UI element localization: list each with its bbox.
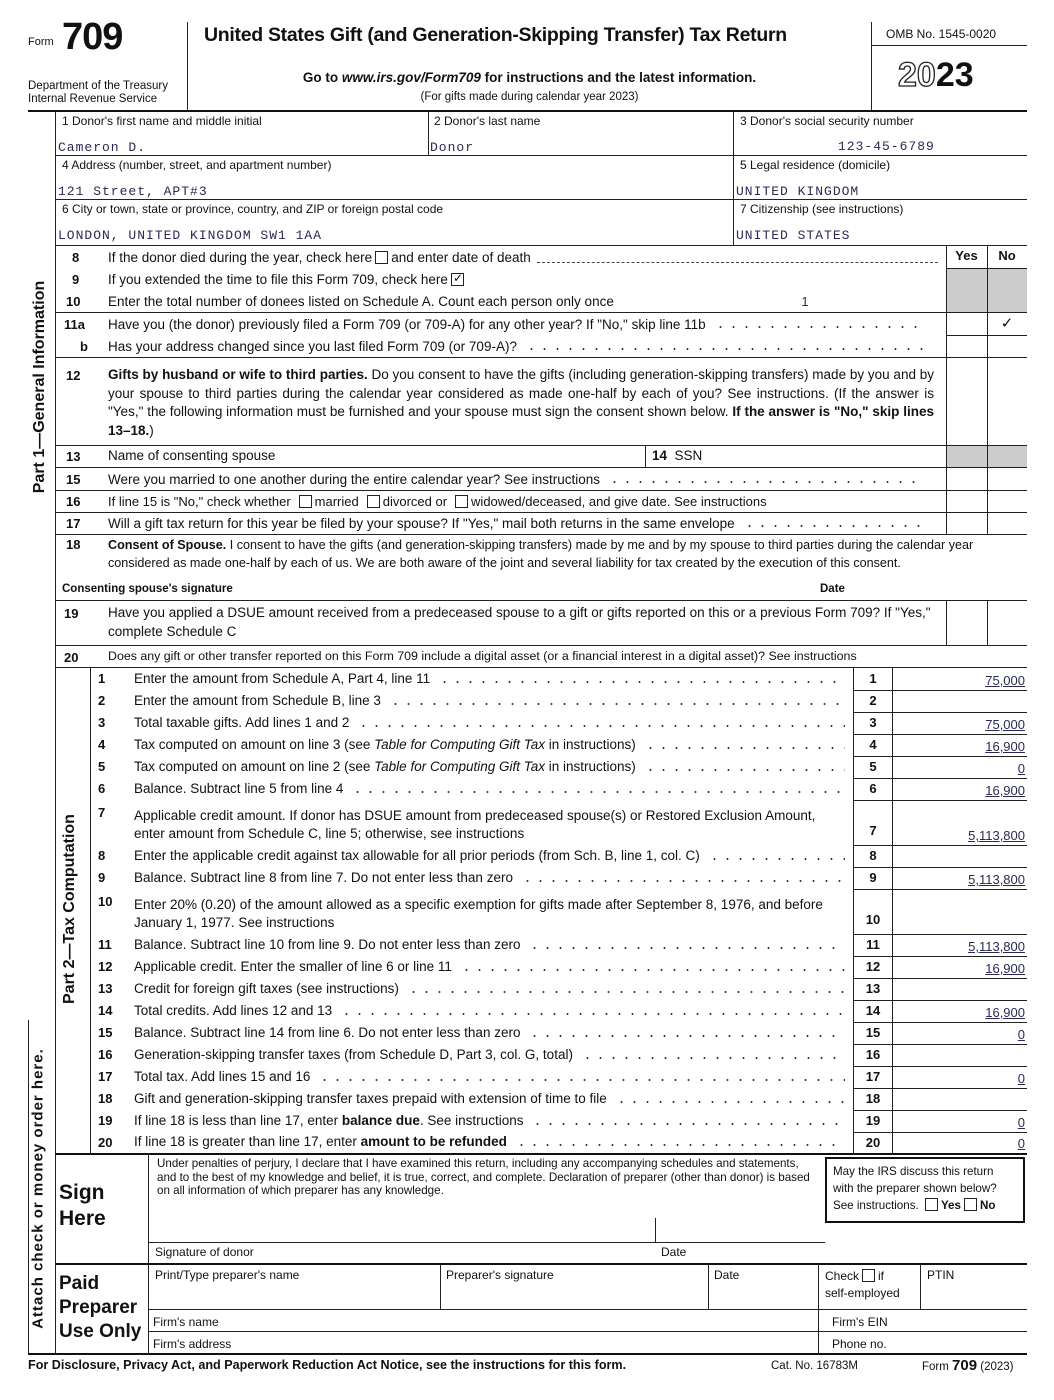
- catalog-number: Cat. No. 16783M: [771, 1360, 858, 1372]
- gift-year-note: (For gifts made during calendar year 2023): [420, 91, 639, 103]
- tax-line-text-part: Table for Computing Gift Tax: [374, 759, 545, 774]
- part1-label: Part 1—General Information: [31, 280, 48, 494]
- line-18-number: 18: [66, 537, 81, 552]
- tax-line-number: 20: [98, 1135, 113, 1150]
- dot-leader: [407, 990, 845, 994]
- line-9-text: If you extended the time to file this Form 709, check here: [108, 271, 448, 287]
- donor-date-label: Date: [661, 1245, 687, 1259]
- tax-line-17: [90, 1066, 853, 1088]
- tax-line-3: [90, 712, 853, 734]
- dept-name: Department of the Treasury: [28, 80, 168, 92]
- tax-box-number: 15: [853, 1022, 893, 1044]
- tax-line-text-part: Balance. Subtract line 5 from line 4: [134, 781, 344, 796]
- line-11b-text: Has your address changed since you last filed Form 709 (or 709-A)?: [108, 338, 517, 354]
- tax-line-text-part: in instructions): [545, 759, 636, 774]
- tax-line-text: [134, 845, 853, 867]
- footer-form-number: 709: [952, 1357, 978, 1374]
- form-label: Form: [28, 36, 54, 48]
- tax-box-number: 9: [853, 867, 893, 889]
- tax-box-number: 1: [853, 668, 893, 690]
- f6-label: 6 City or town, state or province, country, and ZIP or foreign postal code: [62, 202, 444, 216]
- if-word: if: [878, 1269, 885, 1283]
- tax-line-1: [90, 668, 853, 690]
- line-11a-no-checkmark[interactable]: ✓: [1000, 315, 1014, 332]
- tax-line-20: [90, 1132, 853, 1153]
- tax-line-text: [134, 1110, 853, 1132]
- tax-line-1-amount[interactable]: 75,000: [985, 673, 1025, 688]
- tax-line-number: 11: [98, 937, 112, 952]
- spouse-date-label: Date: [820, 583, 845, 595]
- tax-line-19: [90, 1110, 853, 1132]
- goto-pre: Go to: [302, 70, 342, 85]
- tax-line-text: [134, 1132, 853, 1153]
- tax-line-text: [134, 956, 853, 978]
- tax-box-number: 18: [853, 1088, 893, 1110]
- tax-line-text: [134, 1044, 853, 1066]
- tax-box-number: 7: [853, 800, 893, 845]
- tax-line-text-part: Table for Computing Gift Tax: [374, 737, 545, 752]
- yes-column-header: Yes: [955, 248, 978, 263]
- tax-line-7-amount[interactable]: 5,113,800: [968, 828, 1025, 843]
- married-checkbox[interactable]: [299, 495, 312, 508]
- tax-line-19-amount[interactable]: 0: [1017, 1115, 1025, 1130]
- tax-line-3-amount[interactable]: 75,000: [985, 717, 1025, 732]
- tax-line-text-part: Tax computed on amount on line 2 (see: [134, 759, 375, 774]
- line-10-text: Enter the total number of donees listed on Schedule A. Count each person only once: [108, 293, 614, 309]
- tax-line-16: [90, 1044, 853, 1066]
- tax-line-text: [134, 800, 853, 845]
- tax-line-number: 14: [98, 1003, 113, 1018]
- tax-line-text: [134, 934, 853, 956]
- dot-leader: [318, 1078, 845, 1082]
- firm-name-label: Firm's name: [153, 1315, 219, 1329]
- tax-line-number: 4: [98, 737, 106, 752]
- tax-line-number: 19: [98, 1113, 113, 1128]
- line-10-number: 10: [66, 294, 81, 309]
- tax-box-number: 20: [853, 1132, 893, 1153]
- footer-form-word: Form: [922, 1361, 953, 1373]
- line-12-text: [108, 366, 934, 440]
- donor-signature-field[interactable]: [150, 1205, 650, 1241]
- tax-line-14-amount[interactable]: 16,900: [985, 1005, 1025, 1020]
- tax-line-14: [90, 1000, 853, 1022]
- form-number: 709: [62, 16, 123, 58]
- tax-line-9: [90, 867, 853, 889]
- divorced-checkbox[interactable]: [367, 495, 380, 508]
- year-bold: 23: [935, 56, 974, 94]
- line-17-text: Will a gift tax return for this year be filed by your spouse? If "Yes," mail both returns in the same envelope: [108, 515, 735, 531]
- tax-line-text: [134, 1000, 853, 1022]
- tax-line-4-amount[interactable]: 16,900: [985, 739, 1025, 754]
- tax-line-5: [90, 756, 853, 778]
- tax-line-number: 15: [98, 1025, 113, 1040]
- dot-leader: [340, 1012, 845, 1016]
- tax-line-text-part: Enter the applicable credit against tax allowable for all prior periods (from Sch. B, line 1, col. C): [134, 848, 700, 863]
- line-19-number: 19: [64, 606, 79, 621]
- self-employed-checkbox[interactable]: [862, 1269, 875, 1282]
- tax-line-number: 5: [98, 759, 106, 774]
- line-12-bold2: If the answer is "No," skip lines 13–18.: [108, 404, 934, 438]
- tax-line-12: [90, 956, 853, 978]
- tax-line-20-amount[interactable]: 0: [1017, 1136, 1025, 1151]
- widowed-checkbox[interactable]: [455, 495, 468, 508]
- preparer-signature-label: Preparer's signature: [446, 1268, 554, 1282]
- line-18-bold: Consent of Spouse.: [108, 538, 227, 552]
- tax-line-text-part: Total tax. Add lines 15 and 16: [134, 1069, 311, 1084]
- irs-discuss-question: May the IRS discuss this return with the preparer shown below? See instructions.: [833, 1165, 997, 1212]
- residence-field[interactable]: UNITED KINGDOM: [736, 184, 860, 199]
- line-20-text: Does any gift or other transfer reported on this Form 709 include a digital asset (or a financial interest in a digital asset)? See instructions: [108, 649, 857, 663]
- tax-box-number: 13: [853, 978, 893, 1000]
- tax-box-number: 3: [853, 712, 893, 734]
- tax-line-text-part: If line 18 is less than line 17, enter: [134, 1113, 342, 1128]
- tax-line-text-part: Total taxable gifts. Add lines 1 and 2: [134, 715, 350, 730]
- tax-line-text: [134, 734, 853, 756]
- self-employed-check: [825, 1268, 900, 1302]
- tax-line-12-amount[interactable]: 16,900: [985, 961, 1025, 976]
- goto-post: for instructions and the latest information.: [480, 70, 757, 85]
- preparer-name-field[interactable]: [150, 1283, 438, 1307]
- tax-line-text-part: Applicable credit. Enter the smaller of line 6 or line 11: [134, 959, 452, 974]
- tax-line-text-part: Gift and generation-skipping transfer taxes prepaid with extension of time to file: [134, 1091, 607, 1106]
- line-20-number: 20: [64, 650, 79, 665]
- tax-line-text-part: Balance. Subtract line 14 from line 6. Do not enter less than zero: [134, 1025, 521, 1040]
- self-employed-label: self-employed: [825, 1286, 900, 1300]
- tax-line-8: [90, 845, 853, 867]
- tax-line-number: 6: [98, 781, 106, 796]
- line-18-text: [108, 536, 1028, 572]
- year-outline: 20: [898, 56, 936, 94]
- tax-box-number: 5: [853, 756, 893, 778]
- line-13-text: Name of consenting spouse: [108, 448, 276, 463]
- donor-date-field[interactable]: [656, 1205, 826, 1241]
- tax-line-number: 1: [98, 671, 106, 686]
- tax-line-number: 3: [98, 715, 106, 730]
- dot-leader: [357, 724, 845, 728]
- tax-line-text-part: balance due: [341, 1113, 420, 1128]
- tax-line-6-amount[interactable]: 16,900: [985, 783, 1025, 798]
- donor-signature-label: Signature of donor: [155, 1245, 254, 1259]
- irs-url-link[interactable]: www.irs.gov/Form709: [341, 70, 481, 85]
- tax-line-18: [90, 1088, 853, 1110]
- paid-word: Paid: [59, 1273, 100, 1294]
- dot-leader: [581, 1056, 845, 1060]
- tax-line-number: 7: [98, 805, 106, 820]
- irs-discuss-yes-checkbox[interactable]: [925, 1198, 938, 1211]
- dot-leader: [351, 790, 845, 794]
- tax-line-text: [134, 690, 853, 712]
- dot-leader: [531, 1122, 845, 1126]
- tax-line-number: 18: [98, 1091, 113, 1106]
- widowed-label: widowed/deceased, and give date. See instructions: [471, 493, 767, 509]
- tax-line-number: 12: [98, 959, 113, 974]
- line-12-body: Do you consent to have the gifts (including generation-skipping transfers) made by you and by your spouse to third parties during the calendar year considered as made one-half by each of you? See instructions. (If the answer is "Yes," the following information must be furnished and your spouse must sign the consent shown below.: [108, 367, 934, 419]
- tax-box-number: 8: [853, 845, 893, 867]
- f2-label: 2 Donor's last name: [434, 114, 541, 128]
- date-of-death-field[interactable]: [537, 251, 938, 263]
- tax-line-number: 9: [98, 870, 106, 885]
- line-19-text: Have you applied a DSUE amount received from a predeceased spouse to a gift or gifts reported on this or a previous Form 709? If "Yes," complete Schedule C: [108, 605, 931, 639]
- tax-line-text: [134, 978, 853, 1000]
- tax-line-text-part: Enter the amount from Schedule B, line 3: [134, 693, 381, 708]
- tax-line-text-part: Balance. Subtract line 8 from line 7. Do not enter less than zero: [134, 870, 513, 885]
- tax-line-text-part: Tax computed on amount on line 3 (see: [134, 737, 375, 752]
- line-8-text: If the donor died during the year, check here: [108, 249, 373, 265]
- tax-box-number: 6: [853, 778, 893, 800]
- line-11a-text: Have you (the donor) previously filed a Form 709 (or 709-A) for any other year? If "No," skip line 11b: [108, 316, 706, 332]
- first-name-field[interactable]: Cameron D.: [58, 140, 147, 155]
- dot-leader: [528, 946, 845, 950]
- tax-year: [898, 56, 974, 95]
- line-12-end: ): [149, 422, 154, 438]
- tax-line-text-part: Generation-skipping transfer taxes (from Schedule D, Part 3, col. G, total): [134, 1047, 573, 1062]
- dot-leader: [644, 768, 845, 772]
- city-field[interactable]: LONDON, UNITED KINGDOM SW1 1AA: [58, 228, 323, 243]
- tax-line-6: [90, 778, 853, 800]
- tax-box-number: 4: [853, 734, 893, 756]
- tax-line-text-part: Credit for foreign gift taxes (see instructions): [134, 981, 399, 996]
- omb-number: OMB No. 1545-0020: [886, 27, 997, 41]
- tax-line-text: [134, 668, 853, 690]
- tax-box-number: 16: [853, 1044, 893, 1066]
- irs-discuss-no-checkbox[interactable]: [964, 1198, 977, 1211]
- firm-address-label: Firm's address: [153, 1337, 232, 1351]
- perjury-statement: Under penalties of perjury, I declare that I have examined this return, including any accompanying schedules and statements, and to the best of my knowledge and belief, it is true, correct, and complete. Declaration of preparer (other than donor) is based on all information of which preparer has any knowledge.: [157, 1157, 810, 1197]
- spouse-signature-label: Consenting spouse's signature: [62, 583, 233, 595]
- line-11a-number: 11a: [64, 317, 85, 332]
- tax-line-15-amount[interactable]: 0: [1017, 1027, 1025, 1042]
- married-label: married: [314, 493, 359, 509]
- tax-line-number: 16: [98, 1047, 113, 1062]
- line-12-number: 12: [66, 368, 81, 383]
- f4-label: 4 Address (number, street, and apartment number): [62, 158, 332, 172]
- sign-here-heading: [59, 1180, 106, 1232]
- use-only-word: Use Only: [59, 1321, 142, 1342]
- sign-word: Sign: [59, 1181, 105, 1204]
- dot-leader: [521, 879, 845, 883]
- preparer-date-label: Date: [714, 1268, 740, 1282]
- part2-label: Part 2—Tax Computation: [61, 814, 78, 1004]
- tax-line-number: 10: [98, 894, 113, 909]
- donee-count-field[interactable]: 1: [801, 294, 809, 309]
- tax-line-number: 2: [98, 693, 106, 708]
- tax-line-text-part: If line 18 is greater than line 17, enter: [134, 1134, 361, 1149]
- f1-label: 1 Donor's first name and middle initial: [62, 114, 262, 128]
- line-8-text-b: and enter date of death: [391, 249, 531, 265]
- tax-line-text-part: Applicable credit amount. If donor has DSUE amount from predeceased spouse(s) or Restored Exclusion Amount, enter amount from Schedule C, line 5; otherwise, see instructions: [134, 808, 816, 841]
- tax-line-text: [134, 867, 853, 889]
- citizenship-field[interactable]: UNITED STATES: [736, 228, 851, 243]
- tax-box-number: 12: [853, 956, 893, 978]
- tax-line-text: [134, 1066, 853, 1088]
- line-15-number: 15: [66, 472, 81, 487]
- tax-line-13: [90, 978, 853, 1000]
- line-11b-number: b: [80, 339, 88, 354]
- line-14-text: SSN: [674, 448, 703, 463]
- line-17-number: 17: [66, 516, 81, 531]
- dot-leader: [528, 1034, 845, 1038]
- tax-line-text-part: Total credits. Add lines 12 and 13: [134, 1003, 333, 1018]
- preparer-word: Preparer: [59, 1297, 138, 1318]
- ptin-label: PTIN: [927, 1268, 955, 1282]
- tax-line-text-part: in instructions): [545, 737, 636, 752]
- irs-name: Internal Revenue Service: [28, 93, 158, 105]
- address-field[interactable]: 121 Street, APT#3: [58, 184, 208, 199]
- tax-box-number: 11: [853, 934, 893, 956]
- paid-preparer-heading: [59, 1272, 141, 1344]
- tax-box-number: 10: [853, 889, 893, 934]
- line-14-number: 14: [652, 448, 668, 463]
- dot-leader: [438, 680, 845, 684]
- tax-line-number: 8: [98, 848, 106, 863]
- firm-ein-label: Firm's EIN: [832, 1315, 888, 1329]
- here-word: Here: [59, 1207, 106, 1230]
- tax-box-number: 19: [853, 1110, 893, 1132]
- check-word: Check: [825, 1269, 860, 1283]
- tax-line-15: [90, 1022, 853, 1044]
- department: [28, 80, 168, 106]
- tax-line-4: [90, 734, 853, 756]
- tax-line-2: [90, 690, 853, 712]
- tax-line-text-part: Balance. Subtract line 10 from line 9. Do not enter less than zero: [134, 937, 521, 952]
- extension-checkbox[interactable]: ✓: [452, 270, 463, 285]
- tax-line-text: [134, 778, 853, 800]
- last-name-field[interactable]: Donor: [430, 140, 475, 155]
- line-9-number: 9: [72, 272, 80, 287]
- tax-line-11: [90, 934, 853, 956]
- preparer-name-label: Print/Type preparer's name: [155, 1268, 300, 1282]
- no-column-header: No: [998, 248, 1016, 263]
- tax-line-11-amount[interactable]: 5,113,800: [968, 939, 1025, 954]
- tax-line-17-amount[interactable]: 0: [1017, 1071, 1025, 1086]
- footer-form-year: (2023): [977, 1361, 1014, 1373]
- dot-leader: [515, 1143, 845, 1147]
- line-15-text: Were you married to one another during the entire calendar year? See instructions: [108, 471, 601, 487]
- donor-died-checkbox[interactable]: [375, 251, 388, 264]
- line-16-text: If line 15 is "No," check whether: [108, 493, 291, 509]
- f5-label: 5 Legal residence (domicile): [740, 158, 891, 172]
- irs-discuss-no-label: No: [979, 1199, 996, 1212]
- dot-leader: [708, 857, 845, 861]
- form-title: United States Gift (and Generation-Skipping Transfer) Tax Return: [204, 24, 787, 46]
- line-12-bold: Gifts by husband or wife to third parties.: [108, 367, 368, 382]
- tax-line-9-amount[interactable]: 5,113,800: [968, 872, 1025, 887]
- tax-line-10: [90, 889, 853, 934]
- phone-label: Phone no.: [832, 1337, 887, 1351]
- line-8-number: 8: [72, 250, 80, 265]
- tax-line-text: [134, 756, 853, 778]
- line-16-number: 16: [66, 494, 81, 509]
- tax-line-text: [134, 1088, 853, 1110]
- f7-label: 7 Citizenship (see instructions): [740, 202, 904, 216]
- tax-line-text-part: Enter the amount from Schedule A, Part 4, line 11: [134, 671, 431, 686]
- instructions-link-line: [188, 70, 871, 85]
- tax-box-number: 14: [853, 1000, 893, 1022]
- f3-label: 3 Donor's social security number: [740, 114, 914, 128]
- irs-discuss-yes-label: Yes: [940, 1199, 961, 1212]
- irs-discuss-box: [825, 1157, 1025, 1223]
- attach-check-note: Attach check or money order here.: [29, 1048, 47, 1329]
- line-14-label: [652, 448, 702, 463]
- privacy-notice: For Disclosure, Privacy Act, and Paperwork Reduction Act Notice, see the instructions for this form.: [28, 1358, 627, 1372]
- tax-line-number: 13: [98, 981, 113, 996]
- dot-leader: [644, 746, 845, 750]
- tax-box-number: 17: [853, 1066, 893, 1088]
- tax-line-text: [134, 712, 853, 734]
- tax-line-5-amount[interactable]: 0: [1017, 761, 1025, 776]
- dot-leader: [615, 1100, 845, 1104]
- ssn-field[interactable]: 123-45-6789: [838, 139, 935, 154]
- dot-leader: [389, 702, 845, 706]
- tax-line-number: 17: [98, 1069, 113, 1084]
- tax-line-text-part: Enter 20% (0.20) of the amount allowed as a specific exemption for gifts made after September 8, 1976, and before January 1, 1977. See instructions: [134, 897, 823, 930]
- tax-box-number: 2: [853, 690, 893, 712]
- divorced-label: divorced or: [382, 493, 448, 509]
- dot-leader: [460, 968, 845, 972]
- footer-form-id: [922, 1357, 1014, 1374]
- tax-line-text-part: amount to be refunded: [360, 1134, 507, 1149]
- line-18-body: I consent to have the gifts (and generation-skipping transfers) made by me and by my spouse to third parties during the calendar year considered as made one-half by each of us. We are both aware of the joint and several liability for tax created by the execution of this consent.: [108, 538, 974, 570]
- tax-line-text: [134, 1022, 853, 1044]
- tax-line-text-part: . See instructions: [419, 1113, 524, 1128]
- line-13-number: 13: [66, 449, 81, 464]
- tax-line-text: [134, 889, 853, 934]
- preparer-signature-field[interactable]: [442, 1283, 706, 1307]
- tax-line-7: [90, 800, 853, 845]
- spouse-signature-field[interactable]: [280, 572, 800, 594]
